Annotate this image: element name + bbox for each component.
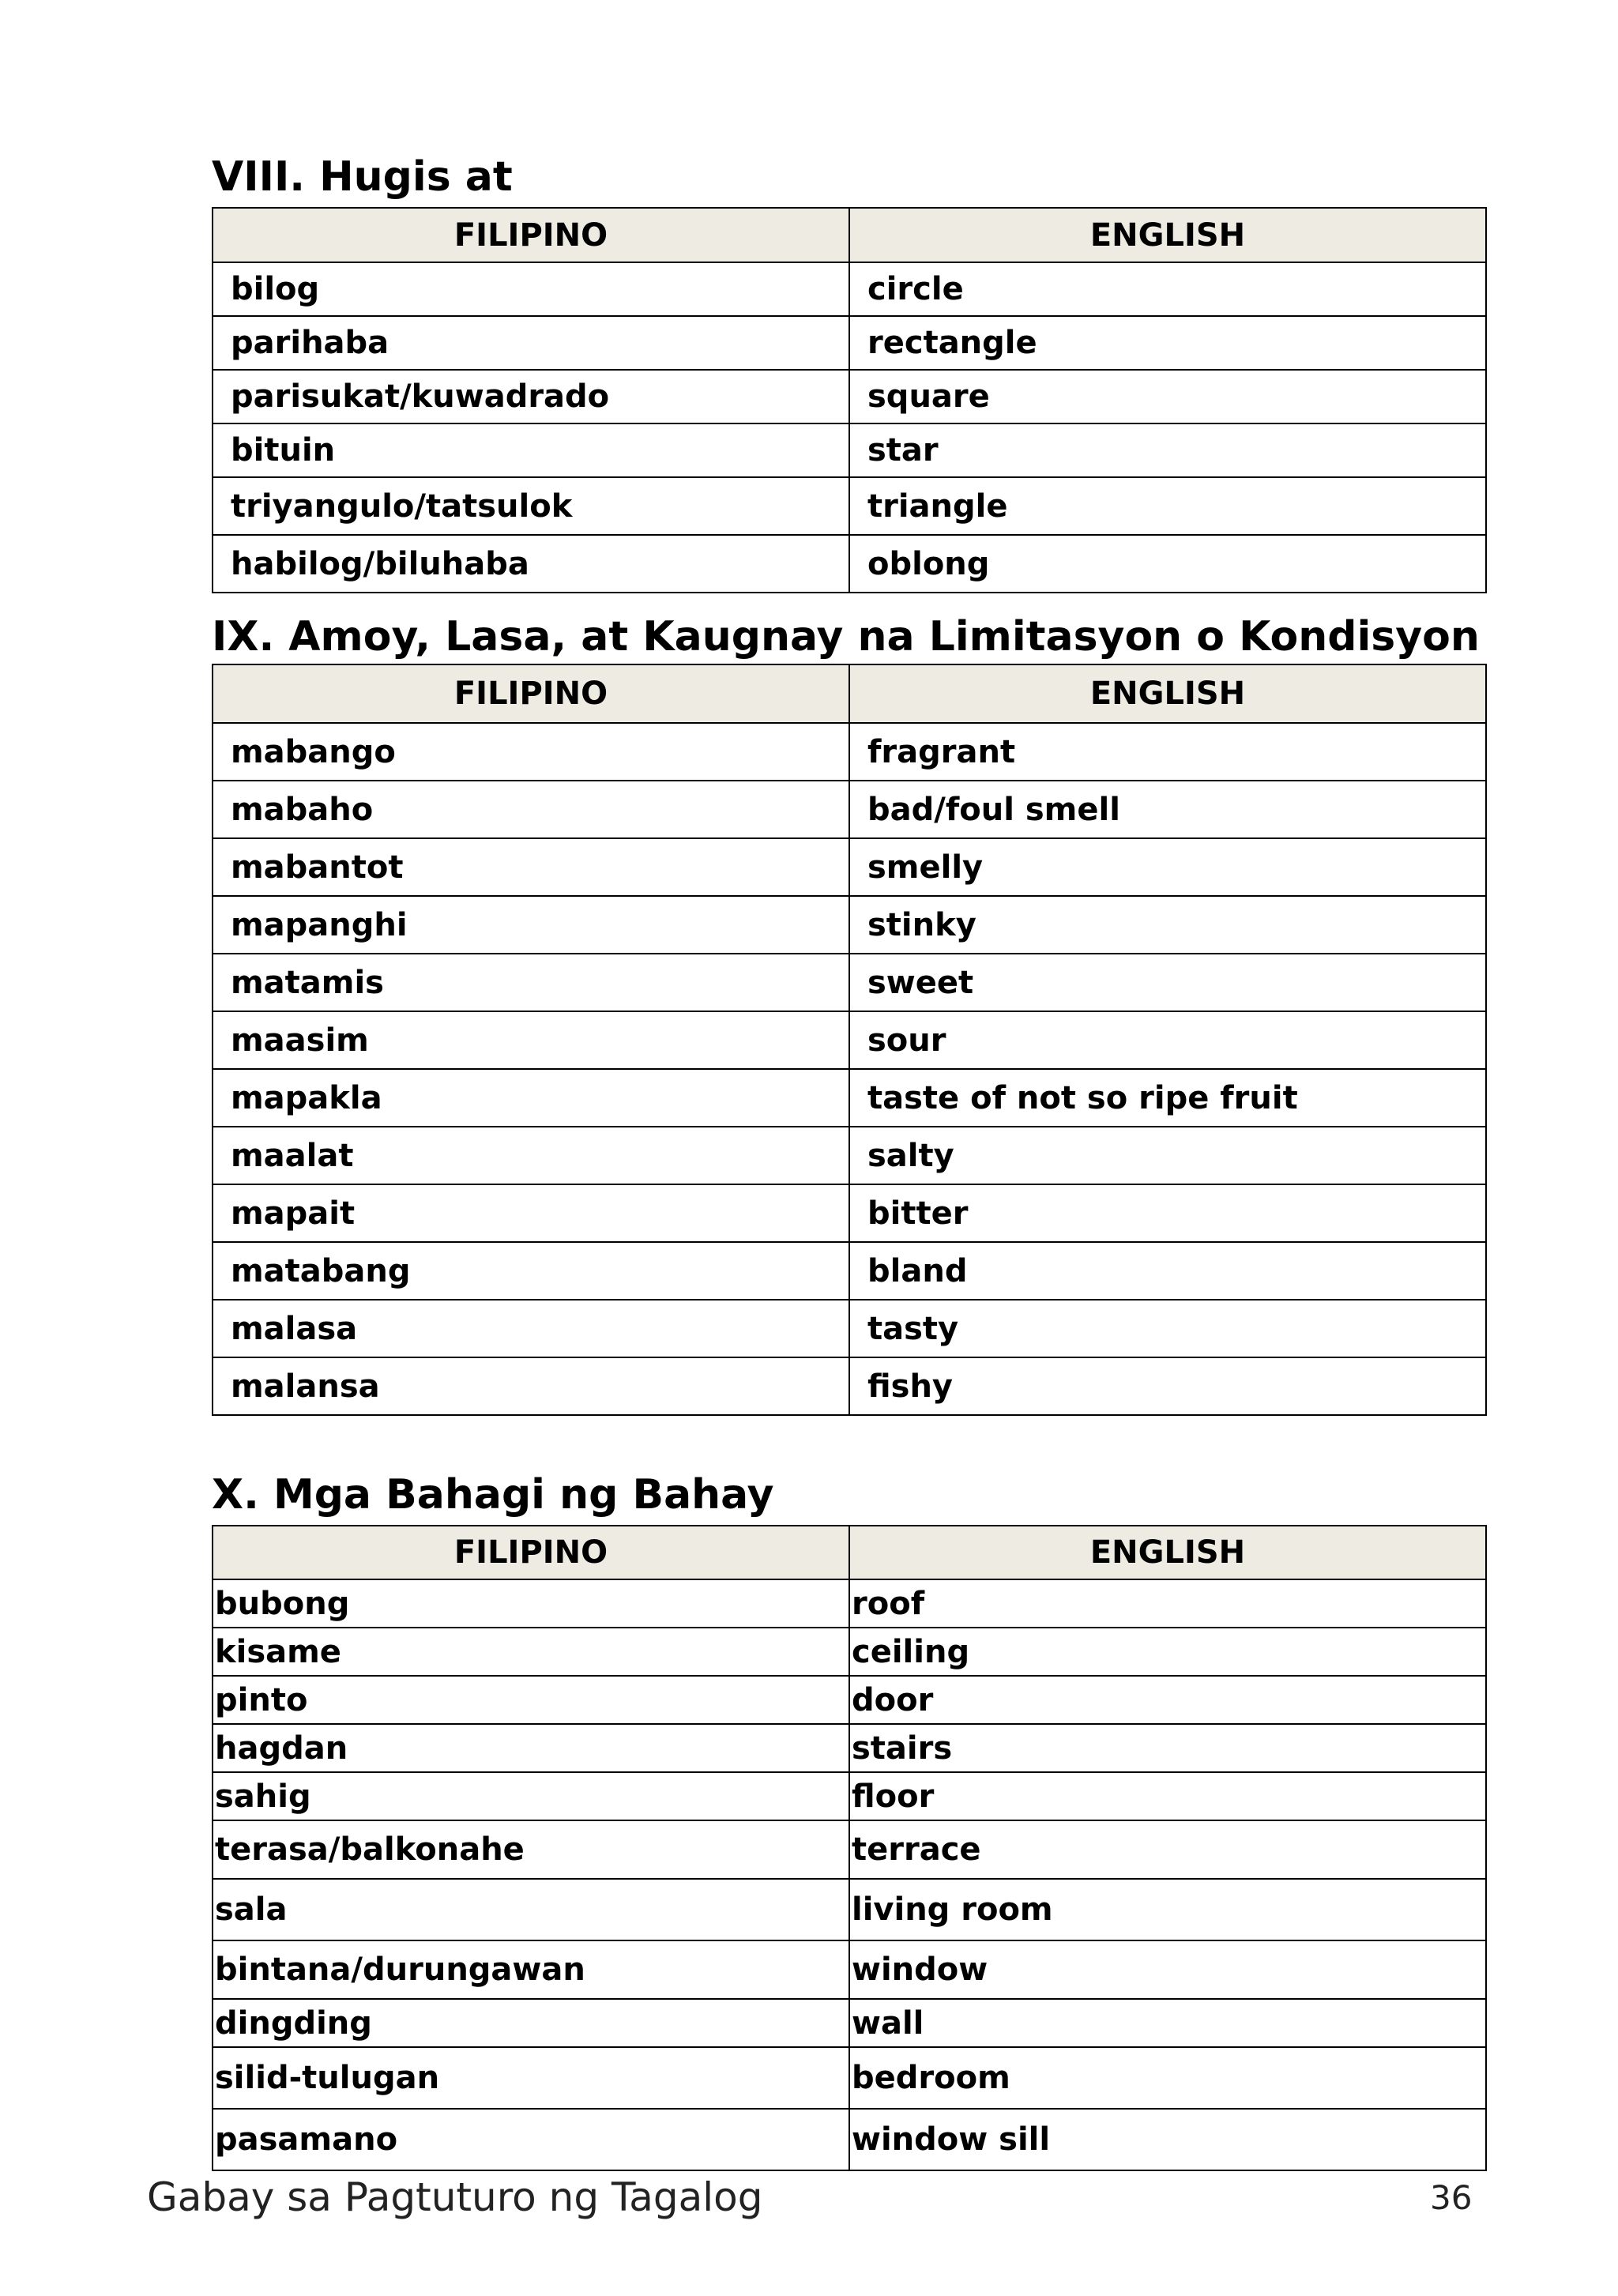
english-cell: circle [849,262,1486,316]
column-header-filipino: FILIPINO [213,664,849,723]
table-row [213,1820,1486,1879]
table-row [213,370,1486,423]
table-row [213,1069,1486,1127]
filipino-cell: sahig [213,1772,849,1820]
table-row [213,1011,1486,1069]
english-cell: stinky [849,896,1486,954]
filipino-cell: mabango [213,723,849,781]
table-row [213,838,1486,896]
table-row [213,723,1486,781]
column-header-english: ENGLISH [849,664,1486,723]
filipino-cell: bilog [213,262,849,316]
filipino-cell: kisame [213,1628,849,1676]
table-row [213,781,1486,838]
filipino-cell: parihaba [213,316,849,370]
filipino-cell: matamis [213,954,849,1011]
table-header-row [213,1526,1486,1579]
english-cell: sour [849,1011,1486,1069]
english-cell: stairs [849,1724,1486,1772]
table-row [213,896,1486,954]
table-row [213,1879,1486,1940]
filipino-cell: mapakla [213,1069,849,1127]
filipino-cell: habilog/biluhaba [213,535,849,593]
vocabulary-table [212,664,1487,1416]
filipino-cell: matabang [213,1242,849,1300]
table-row [213,1676,1486,1724]
filipino-cell: mabaho [213,781,849,838]
filipino-cell: bituin [213,423,849,477]
section-title: IX. Amoy, Lasa, at Kaugnay na Limitasyon o Kondisyon [212,613,1480,661]
filipino-cell: parisukat/kuwadrado [213,370,849,423]
english-cell: floor [849,1772,1486,1820]
table-row [213,1242,1486,1300]
filipino-cell: pasamano [213,2109,849,2170]
filipino-cell: malasa [213,1300,849,1357]
table-row [213,535,1486,593]
table-row [213,1184,1486,1242]
english-cell: living room [849,1879,1486,1940]
filipino-cell: malansa [213,1357,849,1415]
english-cell: window sill [849,2109,1486,2170]
table-row [213,316,1486,370]
table-row [213,2109,1486,2170]
filipino-cell: pinto [213,1676,849,1724]
vocabulary-table [212,207,1487,593]
english-cell: bad/foul smell [849,781,1486,838]
column-header-filipino: FILIPINO [213,208,849,262]
table-header-row [213,208,1486,262]
filipino-cell: maalat [213,1127,849,1184]
english-cell: ceiling [849,1628,1486,1676]
english-cell: rectangle [849,316,1486,370]
english-cell: bedroom [849,2047,1486,2109]
table-row [213,2047,1486,2109]
filipino-cell: triyangulo/tatsulok [213,477,849,535]
filipino-cell: mabantot [213,838,849,896]
filipino-cell: mapait [213,1184,849,1242]
section-shapes [212,153,1485,593]
english-cell: bitter [849,1184,1486,1242]
table-row [213,477,1486,535]
column-header-filipino: FILIPINO [213,1526,849,1579]
english-cell: door [849,1676,1486,1724]
filipino-cell: silid-tulugan [213,2047,849,2109]
english-cell: roof [849,1579,1486,1628]
table-row [213,1940,1486,1999]
filipino-cell: maasim [213,1011,849,1069]
filipino-cell: hagdan [213,1724,849,1772]
filipino-cell: sala [213,1879,849,1940]
english-cell: taste of not so ripe fruit [849,1069,1486,1127]
section-title: VIII. Hugis at [212,153,513,201]
table-row [213,954,1486,1011]
footer-book-title: Gabay sa Pagtuturo ng Tagalog [147,2174,763,2220]
vocabulary-table [212,1525,1487,2171]
english-cell: fishy [849,1357,1486,1415]
table-row [213,1999,1486,2047]
table-row [213,1127,1486,1184]
english-cell: star [849,423,1486,477]
table-row [213,1357,1486,1415]
filipino-cell: dingding [213,1999,849,2047]
english-cell: window [849,1940,1486,1999]
table-row [213,1772,1486,1820]
table-row [213,1300,1486,1357]
english-cell: terrace [849,1820,1486,1879]
table-row [213,1579,1486,1628]
column-header-english: ENGLISH [849,208,1486,262]
english-cell: smelly [849,838,1486,896]
english-cell: square [849,370,1486,423]
english-cell: oblong [849,535,1486,593]
english-cell: fragrant [849,723,1486,781]
filipino-cell: mapanghi [213,896,849,954]
filipino-cell: bintana/durungawan [213,1940,849,1999]
filipino-cell: terasa/balkonahe [213,1820,849,1879]
table-row [213,1724,1486,1772]
table-row [213,423,1486,477]
column-header-english: ENGLISH [849,1526,1486,1579]
english-cell: triangle [849,477,1486,535]
english-cell: sweet [849,954,1486,1011]
english-cell: tasty [849,1300,1486,1357]
filipino-cell: bubong [213,1579,849,1628]
section-house-parts [212,1471,1485,2171]
table-row [213,262,1486,316]
section-smell-taste [212,613,1485,1416]
english-cell: wall [849,1999,1486,2047]
footer-page-number: 36 [1430,2178,1473,2217]
english-cell: bland [849,1242,1486,1300]
table-header-row [213,664,1486,723]
section-title: X. Mga Bahagi ng Bahay [212,1471,774,1519]
table-row [213,1628,1486,1676]
english-cell: salty [849,1127,1486,1184]
